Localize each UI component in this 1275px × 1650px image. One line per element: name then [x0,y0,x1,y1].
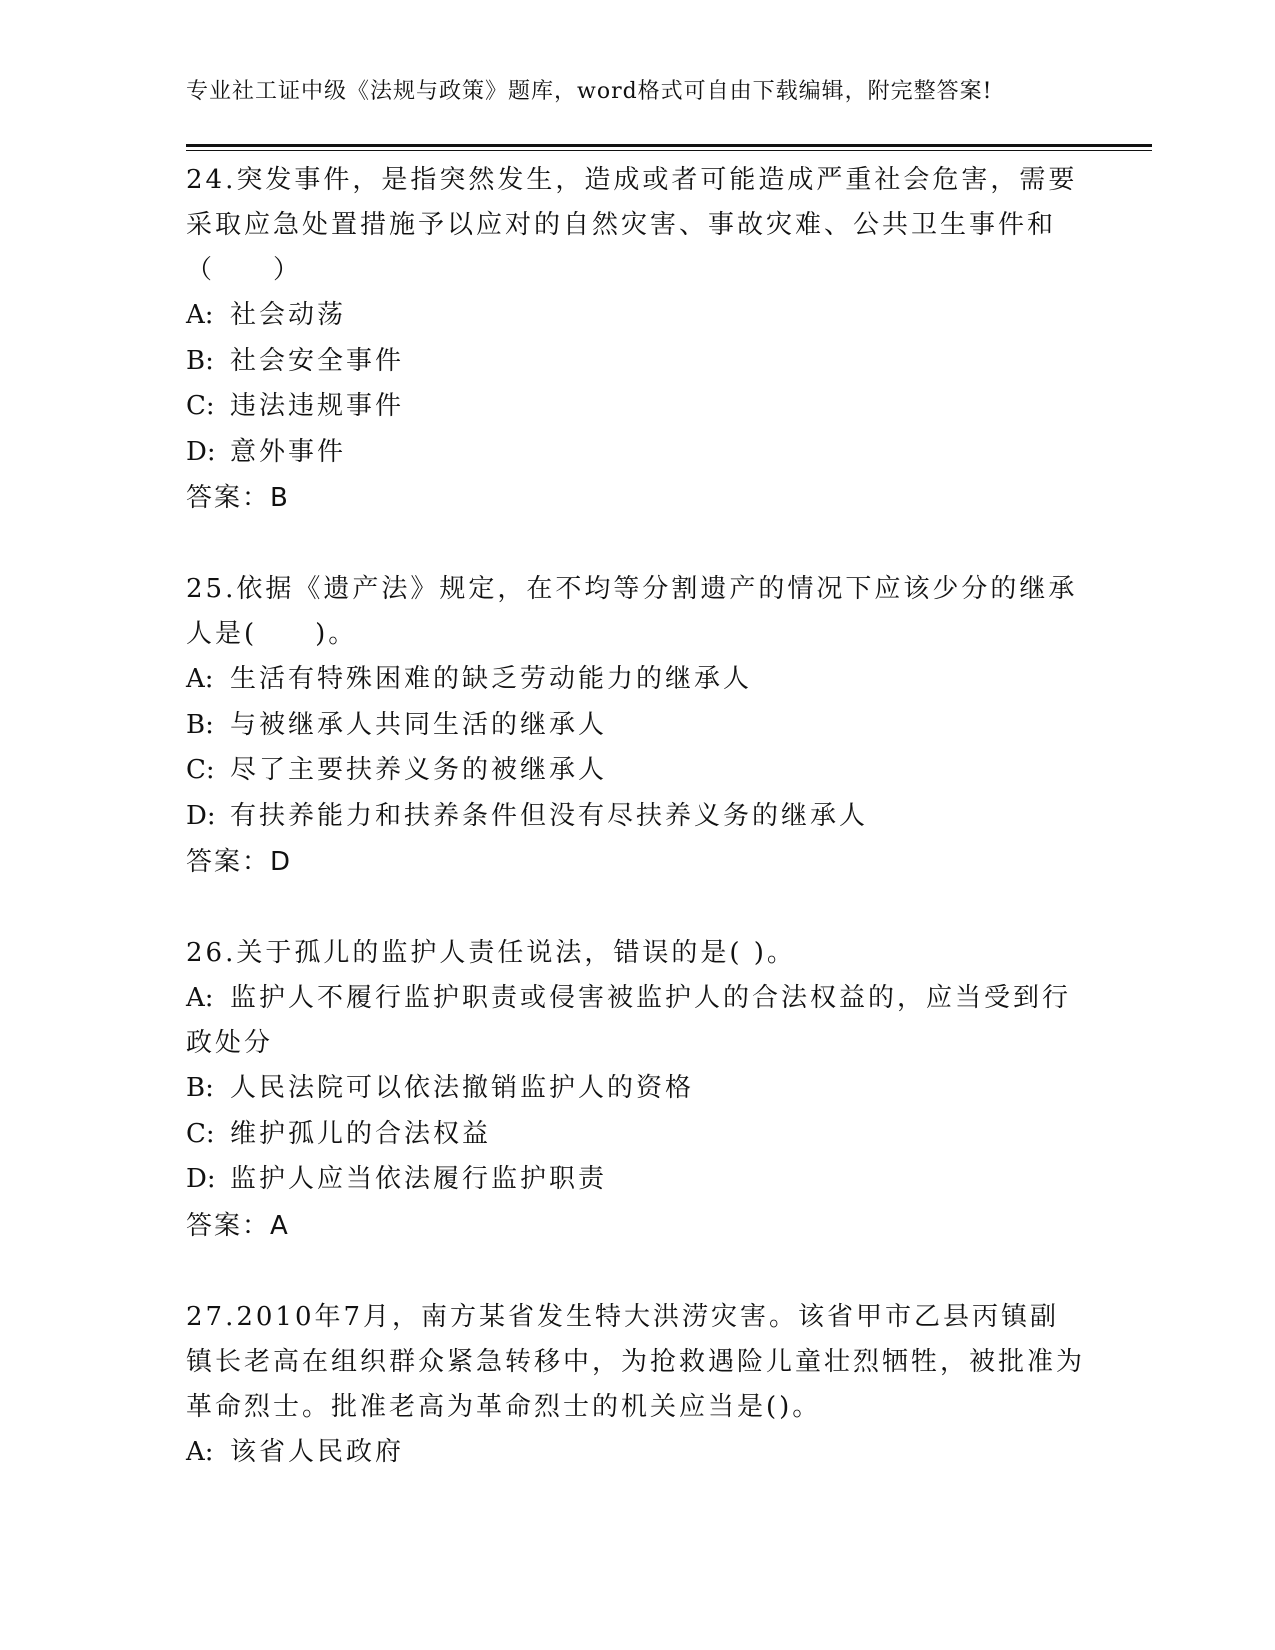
question-26 [186,931,1086,1249]
option-a [186,657,1086,703]
option-text: 意外事件 [230,436,347,467]
option-d [186,794,1086,840]
option-letter: B: [186,709,214,740]
option-a [186,976,1086,1066]
option-text: 违法违规事件 [230,391,405,421]
option-letter: D: [186,1164,216,1194]
option-d [186,430,1086,476]
question-stem: 27.2010年7月，南方某省发生特大洪涝灾害。该省甲市乙县丙镇副镇长老高在组织群众紧急转移中，为抢救遇险儿童壮烈牺牲，被批准为革命烈士。批准老高为革命烈士的机关应当是()。 [186,1301,1086,1422]
option-d [186,1157,1086,1203]
option-letter: C: [186,755,215,785]
option-letter: B: [186,1073,214,1103]
option-text: 生活有特殊困难的缺乏劳动能力的继承人 [230,664,753,694]
answer-line: 答案：A [186,1210,290,1241]
option-letter: C: [186,391,215,421]
option-letter: A: [186,983,214,1013]
option-text: 有扶养能力和扶养条件但没有尽扶养义务的继承人 [230,800,869,831]
option-a [186,1430,1086,1476]
option-c [186,384,1086,430]
option-letter: A: [186,1436,214,1467]
option-c [186,1112,1086,1158]
question-27 [186,1295,1086,1476]
option-text: 该省人民政府 [230,1436,405,1467]
option-text: 社会安全事件 [230,345,405,376]
option-b [186,339,1086,385]
option-letter: B: [186,345,214,376]
question-stem: 24.突发事件，是指突然发生，造成或者可能造成严重社会危害，需要采取应急处置措施予以应对的自然灾害、事故灾难、公共卫生事件和（ ） [186,165,1078,285]
option-text: 监护人不履行监护职责或侵害被监护人的合法权益的，应当受到行政处分 [186,983,1072,1058]
option-text: 维护孤儿的合法权益 [230,1118,492,1149]
option-letter: D: [186,436,216,467]
header-divider-thin [186,150,1152,151]
option-b [186,703,1086,749]
option-text: 社会动荡 [230,300,347,330]
option-text: 尽了主要扶养义务的被继承人 [230,755,608,785]
question-24 [186,158,1086,521]
header-divider [186,144,1152,147]
question-list [186,158,1086,1521]
question-25 [186,567,1086,885]
question-stem: 26.关于孤儿的监护人责任说法，错误的是( )。 [186,938,796,968]
page-header: 专业社工证中级《法规与政策》题库，word格式可自由下载编辑，附完整答案! [186,79,993,104]
answer-line: 答案：D [186,847,293,877]
option-text: 人民法院可以依法撤销监护人的资格 [230,1073,695,1103]
option-text: 与被继承人共同生活的继承人 [230,709,608,740]
option-b [186,1066,1086,1112]
option-text: 监护人应当依法履行监护职责 [230,1164,608,1194]
option-letter: A: [186,664,214,694]
option-letter: D: [186,800,216,831]
answer-line: 答案：B [186,483,290,513]
option-c [186,748,1086,794]
option-a [186,293,1086,339]
question-stem: 25.依据《遗产法》规定，在不均等分割遗产的情况下应该少分的继承人是( )。 [186,574,1078,649]
option-letter: C: [186,1118,215,1149]
option-letter: A: [186,300,214,330]
